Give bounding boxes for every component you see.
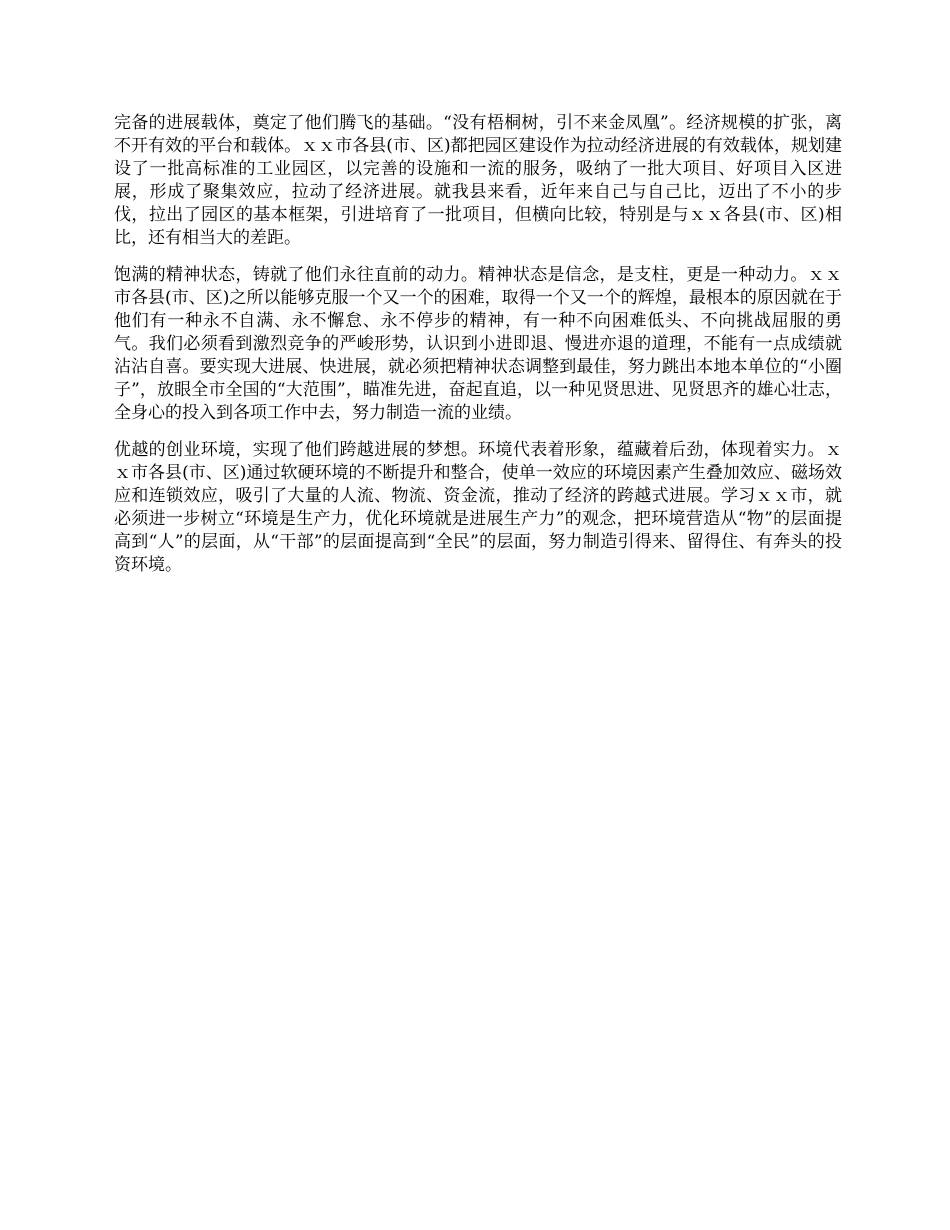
paragraph-2: 饱满的精神状态，铸就了他们永往直前的动力。精神状态是信念，是支柱，更是一种动力。ｘｘ市各县(市、区)之所以能够克服一个又一个的困难，取得一个又一个的辉煌，最根本的原因就在于他们有一种永不自满、永不懈怠、永不停步的精神，有一种不向困难低头、不向挑战屈服的勇气。我们必须看到激烈竞争的严峻形势，认识到小进即退、慢进亦退的道理，不能有一点成绩就沾沾自喜。要实现大进展、快进展，就必须把精神状态调整到最佳，努力跳出本地本单位的“小圈子”，放眼全市全国的“大范围”，瞄准先进，奋起直追，以一种见贤思进、见贤思齐的雄心壮志，全身心的投入到各项工作中去，努力制造一流的业绩。 (114, 265, 842, 423)
paragraph-3: 优越的创业环境，实现了他们跨越进展的梦想。环境代表着形象，蕴藏着后劲，体现着实力。ｘｘ市各县(市、区)通过软硬环境的不断提升和整合，使单一效应的环境因素产生叠加效应、磁场效应和连锁效应，吸引了大量的人流、物流、资金流，推动了经济的跨越式进展。学习ｘｘ市，就必须进一步树立“环境是生产力，优化环境就是进展生产力”的观念，把环境营造从“物”的层面提高到“人”的层面，从“干部”的层面提高到“全民”的层面，努力制造引得来、留得住、有奔头的投资环境。 (114, 440, 842, 575)
paragraph-1: 完备的进展载体，奠定了他们腾飞的基础。“没有梧桐树，引不来金凤凰”。经济规模的扩张，离不开有效的平台和载体。ｘｘ市各县(市、区)都把园区建设作为拉动经济进展的有效载体，规划建设了一批高标准的工业园区，以完善的设施和一流的服务，吸纳了一批大项目、好项目入区进展，形成了聚集效应，拉动了经济进展。就我县来看，近年来自己与自己比，迈出了不小的步伐，拉出了园区的基本框架，引进培育了一批项目，但横向比较，特别是与ｘｘ各县(市、区)相比，还有相当大的差距。 (114, 113, 842, 248)
document-body (114, 112, 842, 591)
